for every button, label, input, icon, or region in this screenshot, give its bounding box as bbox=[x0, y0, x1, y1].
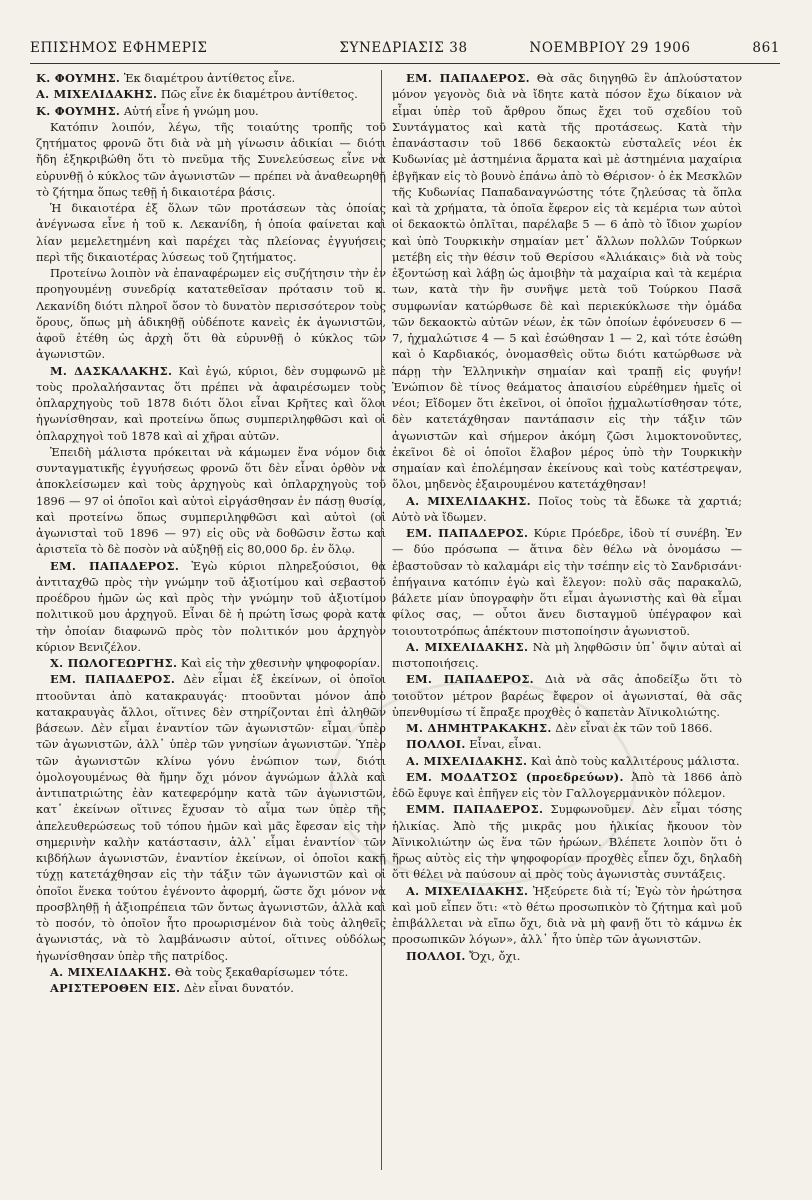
speech-text: Διὰ νὰ σᾶς ἀποδείξω ὅτι τὸ τοιοῦτον μέτρον βαρέως ἔφερον οἱ ἀγωνισταί, θὰ σᾶς ὑπενθυμίσω τί ἔπραξε προχθὲς ὁ καπετὰν Ἀϊνικολιώτης. bbox=[392, 672, 743, 719]
speech-text: Κύριε Πρόεδρε, ἰδοὺ τί συνέβη. Ἐν — δύο πρόσωπα — ἅτινα δὲν θέλω νὰ ὀνομάσω — ἐβαστοῦσαν τὸ καλαμάρι εἰς τὴν τσέπην εἰς τὸ Σανδρισάνι· ἐπήγαινα κατόπιν ἐγὼ καὶ ἔλεγον: πολὺ σᾶς παρακαλῶ, βάλετε μίαν ὑπογραφὴν ὅτι εἶμαι ἀγωνιστὴς καὶ θὰ εἶμαι φίλος σας, — οὗτοι ἄνευ δισταγμοῦ ὑπέγραφον καὶ τοιουτοτρόπως ἀπέκτουν πιστοποίησιν ἀγωνιστοῦ. bbox=[392, 526, 742, 638]
page-header bbox=[30, 40, 780, 64]
speaker-name: Α. ΜΙΧΕΛΙΔΑΚΗΣ. bbox=[406, 883, 529, 898]
speech-paragraph bbox=[392, 639, 742, 672]
speech-text: Δὲν εἶναι ἐκ τῶν τοῦ 1866. bbox=[555, 721, 713, 735]
right-column bbox=[392, 70, 742, 964]
speech-paragraph bbox=[392, 769, 742, 802]
speech-paragraph bbox=[392, 883, 742, 948]
speech-text: Συμφωνοῦμεν. Δὲν εἶμαι τόσης ἡλικίας. Ἀπὸ τῆς μικρᾶς μου ἡλικίας ἤκουον τὸν Ἀϊνικολιώτην ὡς ἕνα τῶν ἡρώων. Βλέπετε λοιπὸν ὅτι ὁ ἥρως αὐτὸς εἰς τὴν ψηφοφορίαν προχθὲς εἶπεν ὄχι, δηλαδὴ ὅτι θέλει νὰ παύσουν αἱ πρὸς τοὺς ἀγωνιστὰς συντάξεις. bbox=[392, 802, 742, 882]
speaker-name: ΕΜ. ΜΟΔΑΤΣΟΣ (προεδρεύων). bbox=[406, 769, 624, 784]
speaker-name: Κ. ΦΟΥΜΗΣ. bbox=[36, 103, 121, 118]
speech-paragraph bbox=[36, 558, 386, 656]
speaker-name: ΕΜ. ΠΑΠΑΔΕΡΟΣ. bbox=[406, 672, 534, 687]
speech-paragraph bbox=[392, 671, 742, 720]
speech-text: Ἠξεύρετε διὰ τί; Ἐγὼ τὸν ἠρώτησα καὶ μοῦ εἶπεν ὅτι: «τὸ θέτω προσωπικὸν τὸ ζήτημα καὶ μοῦ ἐπιβάλλεται νὰ εἴπω ὄχι, διὰ νὰ μὴ φανῇ ὅτι τὸ κάμνω ἐκ προσωπικῶν λόγων», ἀλλ᾽ ἦτο ὑπὲρ τῶν ἀγωνιστῶν. bbox=[392, 883, 743, 947]
speech-text: Νὰ μὴ ληφθῶσιν ὑπ᾽ ὄψιν αὐταὶ αἱ πιστοποιήσεις. bbox=[392, 639, 743, 670]
speech-paragraph bbox=[392, 801, 742, 882]
speech-text: Ποῖος τοὺς τὰ ἔδωκε τὰ χαρτιά; Αὐτὸ νὰ ἴδωμεν. bbox=[392, 493, 743, 524]
speech-text: Προτείνω λοιπὸν νὰ ἐπαναφέρωμεν εἰς συζήτησιν τὴν ἐν προηγουμένῃ συνεδρίᾳ κατατεθεῖσαν πρότασιν τοῦ κ. Λεκανίδη διότι πληροῖ ὅσον τὸ δυνατὸν περισσότερον τοὺς ὅρους, ὅπως μὴ ἀδικηθῇ οὐδέποτε κανεὶς ἐκ ἀγωνιστῶν, ἀφοῦ ἐτέθη ὡς ἀρχὴ ὅτι θὰ εὐρυνθῇ ὁ κύκλος τῶν ἀγωνιστῶν. bbox=[36, 266, 386, 362]
speech-text: Ἐγὼ κύριοι πληρεξούσιοι, θὰ ἀντιταχθῶ πρὸς τὴν γνώμην τοῦ ἀξιοτίμου καὶ σεβαστοῦ προέδρου ἡμῶν ὡς καὶ πρὸς τὴν γνώμην τοῦ ἀξιοτίμου πολιτικοῦ μου ἀρχηγοῦ. Εἶναι δὲ ἡ πρώτη ἴσως φορὰ κατὰ τὴν ὁποίαν διαφωνῶ πρὸς τὸν πολιτικόν μου ἀρχηγὸν κύριον Βενιζέλον. bbox=[36, 558, 387, 654]
speaker-name: Α. ΜΙΧΕΛΙΔΑΚΗΣ. bbox=[36, 87, 158, 102]
speech-text: Καὶ ἐγώ, κύριοι, δὲν συμφωνῶ μὲ τοὺς προλαλήσαντας ὅτι πρέπει νὰ ἀφαιρέσωμεν τοὺς ὁπλαρχηγοὺς τοῦ 1878 διότι ὅλοι εἶναι Κρῆτες καὶ ὅλοι ἠγωνίσθησαν, καὶ προτείνω ὅπως συμπεριληφθῶσι καὶ οἱ ὁπλαρχηγοὶ τοῦ 1878 καὶ αἱ χῆραι αὐτῶν. bbox=[36, 363, 386, 443]
speech-text: Θὰ τοὺς ξεκαθαρίσωμεν τότε. bbox=[174, 964, 349, 979]
speaker-name: ΕΜΜ. ΠΑΠΑΔΕΡΟΣ. bbox=[406, 802, 544, 817]
speaker-name: Μ. ΔΗΜΗΤΡΑΚΑΚΗΣ. bbox=[406, 721, 552, 735]
speech-paragraph bbox=[392, 753, 742, 769]
left-column bbox=[36, 70, 386, 996]
speech-paragraph bbox=[36, 103, 386, 119]
speaker-name: Μ. ΔΑΣΚΑΛΑΚΗΣ. bbox=[50, 363, 173, 378]
speech-paragraph bbox=[36, 671, 386, 964]
speaker-name: ΠΟΛΛΟΙ. bbox=[406, 948, 466, 963]
speaker-name: ΕΜ. ΠΑΠΑΔΕΡΟΣ. bbox=[406, 526, 529, 540]
speech-text: Θὰ σᾶς διηγηθῶ ἓν ἁπλούστατον μόνον γεγονὸς διὰ νὰ ἴδητε κατὰ πόσον ἔχω δίκαιον νὰ εἶμαι ὑπὲρ τοῦ ἄρθρου ὅπως ἔχει τοῦ σχεδίου τοῦ Συντάγματος καὶ κατὰ τῆς προτάσεως. Κατὰ τὴν ἐπανάστασιν τοῦ 1866 δεκαοκτὼ εὐσταλεῖς νέοι ἐκ Κυδωνίας μὲ ἀστημένια ἅρματα καὶ μὲ ἀστημένια μαχαίρια ἐβγῆκαν εἰς τὸ βουνὸ ἐπάνω ἀπὸ τὸ Θέρισον· ὁ ἐκ Μεσκλῶν τῆς Κυδωνίας Παπαδαναγνώστης τότε ζηλεύσας τὰ ὅπλα καὶ τὰ χρήματα, τὰ ὁποῖα ἔφερον εἰς τὰ κεμέρια των αὐτοὶ οἱ δεκαοκτὼ ὁπλῖται, παρέλαβε 5 — 6 ἀπὸ τὸ ἴδιον χωρίον καὶ ὑπὸ Τουρκικὴν σημαίαν μετ᾽ ἄλλων πολλῶν Τούρκων μετέβη εἰς τὴν θέσιν τοῦ Θερίσου «Ἀλιάκαις» διὰ νὰ τοὺς ἐξοντώσῃ καὶ λάβῃ ὡς ἀμοιβὴν τὰ μαχαίρια καὶ τὰ κεμέρια των, κατὰ τὴν ἣν συνῆψε μετὰ τοῦ Τούρκου Πασᾶ συμφωνίαν κατώρθωσε δὲ καὶ περιεκύκλωσε τὴν ὁμάδα τῶν δεκαοκτὼ αὐτῶν νέων, ἐκ τῶν ὁποίων ἐφόνευσεν 6 — 7, ἠχμαλώτισε 4 — 5 καὶ ἐσώθησαν 1 — 2, καὶ τότε ἐσώθη καὶ ὁ Καρδιακός, ὀνομασθεὶς οὕτω διότι κατώρθωσε νὰ πάρῃ τὴν Ἑλληνικὴν σημαίαν καὶ τραπῇ εἰς φυγήν! Ἐνώπιον δὲ τίνος θεάματος ἀπαισίου εὑρέθημεν ἡμεῖς οἱ νέοι; Εἴδομεν ὅτι ἐκεῖνοι, οἱ ὁποῖοι ᾐχμαλωτίσθησαν τότε, δὲν κατετάχθησαν παντάπασιν εἰς τὴν τάξιν τῶν ἀγωνιστῶν καὶ σήμερον ἀκόμη ζῶσι λιμοκτονοῦντες, ἐκεῖνοι δὲ οἱ ὁποῖοι ἔλαβον μέρος ὑπὸ τὴν Τουρκικὴν σημαίαν καὶ ἐπολέμησαν ἐκείνους καὶ τοὺς κατέστρεψαν, ὅλοι, μηδενὸς ἐξαιρουμένου κατετάχθησαν! bbox=[392, 71, 743, 492]
speech-paragraph bbox=[392, 948, 742, 964]
speaker-name: Α. ΜΙΧΕΛΙΔΑΚΗΣ. bbox=[50, 964, 172, 979]
speech-paragraph bbox=[392, 493, 742, 526]
speaker-name: Α. ΜΙΧΕΛΙΔΑΚΗΣ. bbox=[406, 639, 529, 654]
paper-title: ΕΠΙΣΗΜΟΣ ΕΦΗΜΕΡΙΣ bbox=[30, 40, 208, 56]
speech-text: Αὐτή εἶνε ἡ γνώμη μου. bbox=[123, 103, 259, 118]
page-number: 861 bbox=[752, 40, 780, 56]
speech-paragraph bbox=[36, 363, 386, 444]
speech-text: Ἀπὸ τὰ 1866 ἀπὸ ἐδῶ ἔφυγε καὶ ἐπῆγεν εἰς τὸν Γαλλογερμανικὸν πόλεμον. bbox=[392, 769, 742, 800]
session-number: ΣΥΝΕΔΡΙΑΣΙΣ 38 bbox=[339, 40, 468, 56]
speech-paragraph bbox=[36, 70, 386, 86]
speech-text: Δὲν εἶναι δυνατόν. bbox=[183, 981, 294, 995]
speech-text: Ὄχι, ὄχι. bbox=[469, 948, 521, 963]
speech-paragraph bbox=[36, 444, 386, 558]
speaker-name: ΑΡΙΣΤΕΡΟΘΕΝ ΕΙΣ. bbox=[50, 981, 181, 995]
speech-paragraph bbox=[392, 70, 742, 493]
speech-paragraph bbox=[392, 736, 742, 752]
speaker-name: ΠΟΛΛΟΙ. bbox=[406, 737, 466, 752]
header-rule bbox=[30, 63, 780, 64]
speech-text: Δὲν εἶμαι ἐξ ἐκείνων, οἱ ὁποῖοι πτοοῦνται ἀπὸ κατακραυγάς· πτοοῦνται μόνον ἀπὸ κατακραυγὰς ἄλλοι, οἵτινες δὲν στηρίζονται ἐπὶ ἀληθῶν βάσεων. Δὲν εἶμαι ἐναντίον τῶν ἀγωνιστῶν· εἶμαι ὑπὲρ τῶν ἀγωνιστῶν, ἀλλ᾽ ὑπὲρ τῶν γνησίων ἀγωνιστῶν. Ὑπὲρ τῶν ἀγωνιστῶν κλίνω γόνυ ἐνώπιον των, διότι ὁμολογουμένως θὰ ἤμην ὄχι μόνον ἀγνώμων ἀλλὰ καὶ ἀντιπατριώτης ἐὰν κατεφερόμην κατὰ τῶν ἀγωνιστῶν, κατ᾽ ἐκείνων οἵτινες ἔχυσαν τὸ αἷμα των ὑπὲρ τῆς ἀπελευθερώσεως τοῦ τόπου ἡμῶν καὶ μᾶς ἔφεσαν εἰς τὴν σημερινὴν καλὴν κατάστασιν, ἀλλ᾽ εἶμαι ἐναντίον τῶν κιβδήλων ἀγωνιστῶν, ἐναντίον ἐκείνων, οἱ ὁποῖοι κακῇ τύχῃ κατετάχθησαν εἰς τὴν τάξιν τῶν ἀγωνιστῶν καὶ οἱ ὁποῖοι ἕνεκα τούτου ἐγένοντο ἀφορμή, ὥστε ὄχι μόνον νὰ προσβληθῇ ἡ ἀξιοπρέπεια τῶν ὄντως ἀγωνιστῶν, ἀλλὰ καὶ τὸ ποσόν, τὸ ὁποῖον ἦτο προωρισμένον διὰ τοὺς ἀληθεῖς ἀγωνιστάς, νὰ τὸ λαμβάνωσιν αὐτοί, οἵτινες οὐδόλως ἠγωνίσθησαν ὑπὲρ τῆς πατρίδος. bbox=[36, 672, 386, 963]
speech-text: Ἐκ διαμέτρου ἀντίθετος εἶνε. bbox=[123, 71, 296, 85]
speaker-name: ΕΜ. ΠΑΠΑΔΕΡΟΣ. bbox=[50, 672, 176, 687]
speech-text: Καὶ εἰς τὴν χθεσινὴν ψηφοφορίαν. bbox=[180, 656, 381, 670]
speaker-name: ΕΜ. ΠΑΠΑΔΕΡΟΣ. bbox=[406, 71, 530, 85]
speaker-name: Α. ΜΙΧΕΛΙΔΑΚΗΣ. bbox=[406, 753, 528, 768]
speaker-name: ΕΜ. ΠΑΠΑΔΕΡΟΣ. bbox=[50, 558, 180, 573]
speech-paragraph bbox=[36, 964, 386, 980]
speaker-name: Κ. ΦΟΥΜΗΣ. bbox=[36, 71, 121, 85]
speech-text: Πῶς εἶνε ἐκ διαμέτρου ἀντίθετος. bbox=[160, 87, 358, 102]
speech-paragraph bbox=[392, 525, 742, 639]
speaker-name: Χ. ΠΩΛΟΓΕΩΡΓΗΣ. bbox=[50, 656, 178, 670]
speech-text: Κατόπιν λοιπόν, λέγω, τῆς τοιαύτης τροπῆς τοῦ ζητήματος φρονῶ ὅτι διὰ νὰ μὴ γίνωσιν ἀδικίαι — διότι ἤδη ἐξηκριβώθη ὅτι τὸ πνεῦμα τῆς Συνελεύσεως εἶνε νὰ εὐρυνθῇ ὁ κύκλος τῶν ἀγωνιστῶν — πρέπει νὰ ἀναθεωρηθῇ τὸ ζήτημα ὅπως τεθῇ ἡ δικαιοτέρα βάσις. bbox=[36, 119, 386, 199]
speech-paragraph bbox=[36, 86, 386, 102]
speech-text: Ἡ δικαιοτέρα ἐξ ὅλων τῶν προτάσεων τὰς ὁποίας ἀνέγνωσα εἶνε ἡ τοῦ κ. Λεκανίδη, ἡ ὁποία φαίνεται καὶ λίαν μεμελετημένη καὶ παρέχει τὰς πλείονας ἐγγυήσεις περὶ τῆς δικαιοτέρας λύσεως τοῦ ζητήματος. bbox=[36, 201, 386, 264]
speech-paragraph bbox=[36, 655, 386, 671]
speech-paragraph bbox=[392, 720, 742, 736]
speech-paragraph bbox=[36, 980, 386, 996]
speech-paragraph bbox=[36, 265, 386, 363]
speech-paragraph bbox=[36, 200, 386, 265]
session-date: ΝΟΕΜΒΡΙΟΥ 29 1906 bbox=[529, 40, 691, 56]
speech-text: Εἶναι, εἶναι. bbox=[469, 737, 542, 752]
speech-text: Ἐπειδὴ μάλιστα πρόκειται νὰ κάμωμεν ἕνα νόμον διὰ συνταγματικῆς ἐγγυήσεως φρονῶ ὅτι δὲν εἶναι ὀρθὸν νὰ ἀποκλείσωμεν καὶ τοὺς ἀρχηγοὺς καὶ ὁπλαρχηγοὺς τοῦ 1896 — 97 οἱ ὁποῖοι καὶ αὐτοὶ εἰργάσθησαν ἐν πάσῃ θυσίᾳ, καὶ προτείνω ὅπως συμπεριληφθῶσι καὶ αὐτοὶ (οἱ ἀγωνισταὶ τοῦ 1896 — 97) εἰς οὓς νὰ δοθῶσιν ἔστω καὶ ἀριστεῖα τὸ δὲ ποσὸν νὰ αὐξηθῇ εἰς 80,000 δρ. ἐν ὅλῳ. bbox=[36, 444, 386, 557]
speaker-name: Α. ΜΙΧΕΛΙΔΑΚΗΣ. bbox=[406, 493, 531, 508]
speech-paragraph bbox=[36, 119, 386, 200]
speech-text: Καὶ ἀπὸ τοὺς καλλιτέρους μάλιστα. bbox=[530, 753, 740, 768]
